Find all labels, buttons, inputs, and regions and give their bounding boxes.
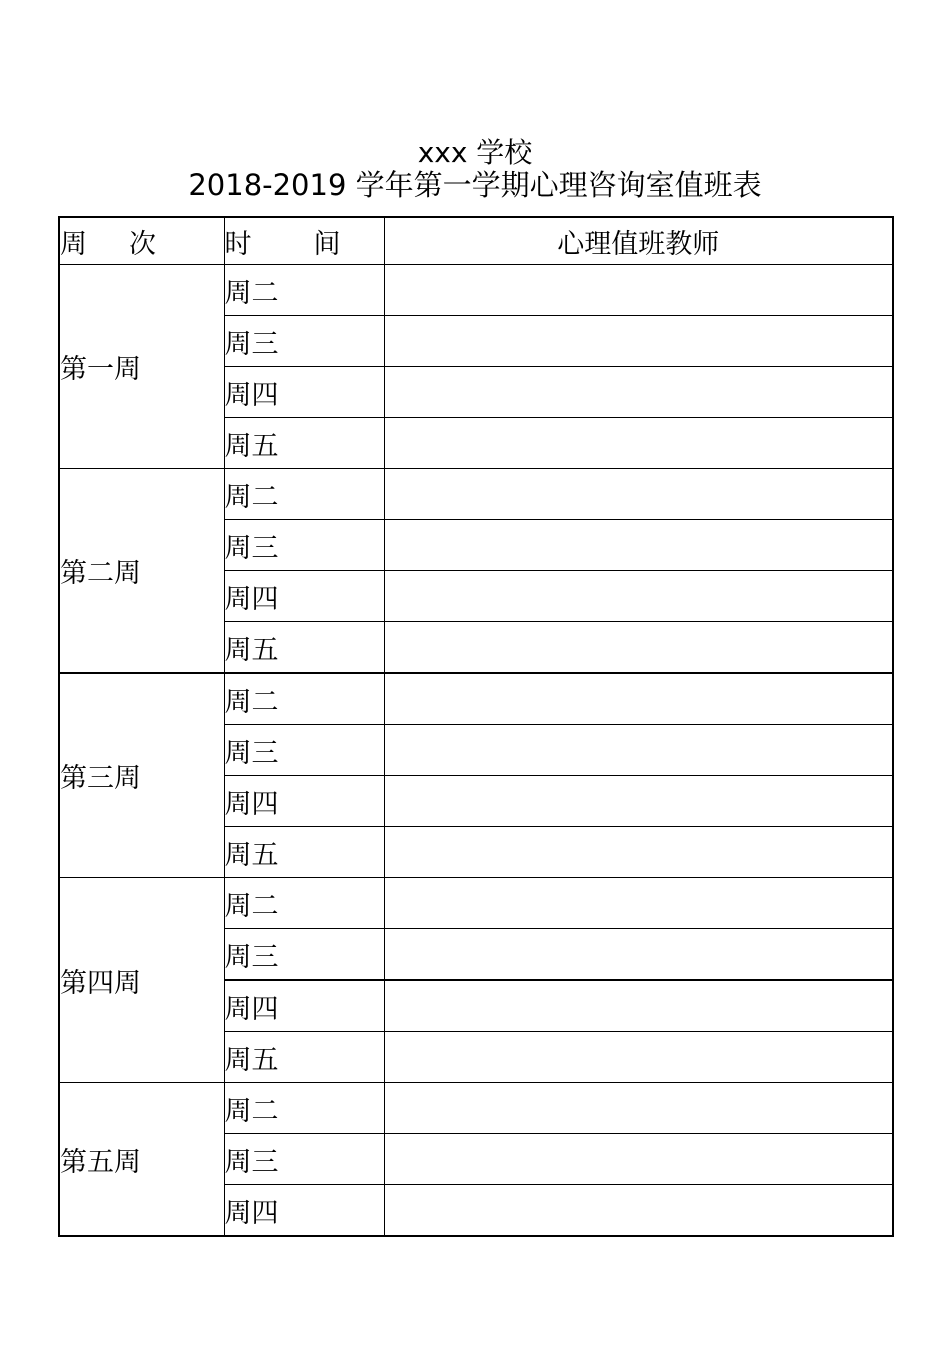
day-label: 周四: [224, 367, 384, 418]
day-label: 周五: [224, 418, 384, 469]
teacher-cell[interactable]: [384, 673, 893, 725]
day-label: 周四: [224, 1185, 384, 1237]
teacher-cell[interactable]: [384, 418, 893, 469]
school-name: xxx 学校: [417, 136, 533, 169]
teacher-cell[interactable]: [384, 980, 893, 1032]
week-label: 第一周: [59, 265, 224, 469]
teacher-cell[interactable]: [384, 1083, 893, 1134]
schedule-title: 2018-2019 学年第一学期心理咨询室值班表: [188, 168, 762, 202]
table-row: [59, 1083, 893, 1134]
day-label: 周四: [224, 571, 384, 622]
teacher-cell[interactable]: [384, 1134, 893, 1185]
teacher-cell[interactable]: [384, 367, 893, 418]
teacher-cell[interactable]: [384, 469, 893, 520]
day-label: 周二: [224, 673, 384, 725]
day-label: 周三: [224, 929, 384, 981]
document-header: [0, 138, 950, 202]
column-header-week: 周 次: [59, 217, 224, 265]
duty-schedule-table: [58, 216, 894, 1237]
teacher-cell[interactable]: [384, 1185, 893, 1237]
teacher-cell[interactable]: [384, 878, 893, 929]
day-label: 周四: [224, 980, 384, 1032]
teacher-cell[interactable]: [384, 929, 893, 981]
table-header-row: [59, 217, 893, 265]
teacher-cell[interactable]: [384, 265, 893, 316]
day-label: 周三: [224, 520, 384, 571]
week-label: 第三周: [59, 673, 224, 878]
day-label: 周五: [224, 827, 384, 878]
teacher-cell[interactable]: [384, 1032, 893, 1083]
day-label: 周四: [224, 776, 384, 827]
table-row: [59, 673, 893, 725]
teacher-cell[interactable]: [384, 622, 893, 674]
table-row: [59, 469, 893, 520]
teacher-cell[interactable]: [384, 776, 893, 827]
week-label: 第五周: [59, 1083, 224, 1237]
week-label: 第四周: [59, 878, 224, 1083]
column-header-time: 时 间: [224, 217, 384, 265]
day-label: 周二: [224, 878, 384, 929]
day-label: 周二: [224, 1083, 384, 1134]
teacher-cell[interactable]: [384, 520, 893, 571]
table-row: [59, 878, 893, 929]
day-label: 周三: [224, 725, 384, 776]
day-label: 周三: [224, 1134, 384, 1185]
day-label: 周五: [224, 1032, 384, 1083]
day-label: 周二: [224, 265, 384, 316]
column-header-teacher: 心理值班教师: [384, 217, 893, 265]
teacher-cell[interactable]: [384, 316, 893, 367]
table-row: [59, 265, 893, 316]
day-label: 周三: [224, 316, 384, 367]
day-label: 周二: [224, 469, 384, 520]
teacher-cell[interactable]: [384, 571, 893, 622]
teacher-cell[interactable]: [384, 827, 893, 878]
teacher-cell[interactable]: [384, 725, 893, 776]
day-label: 周五: [224, 622, 384, 674]
week-label: 第二周: [59, 469, 224, 674]
